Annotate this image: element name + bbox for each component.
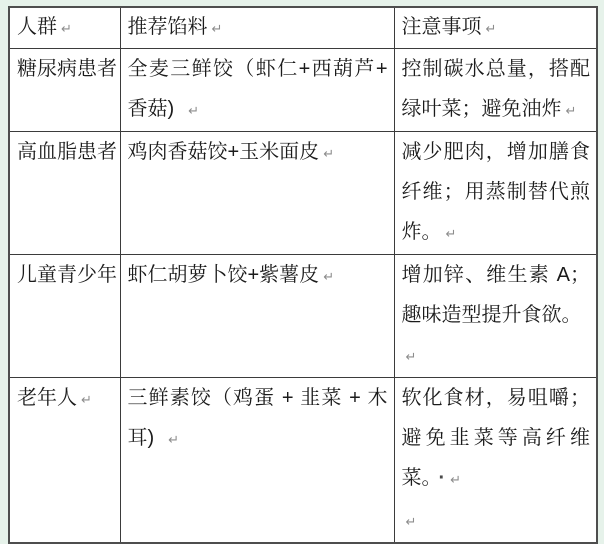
notes-text-line: 软化食材，易咀嚼； [401, 387, 590, 409]
header-filling-label: 推荐馅料 [127, 16, 208, 38]
filling-text-line: 三鲜素饺（鸡蛋 + 韭菜 + 木 [127, 387, 388, 409]
paragraph-mark-icon: ↵ [61, 21, 72, 36]
paragraph-mark-icon: ↵ [565, 103, 577, 118]
paragraph [402, 132, 591, 254]
cell-r4-notes[interactable] [394, 378, 597, 544]
paragraph [402, 378, 591, 500]
notes-text-line: 纤维；用蒸制替代煎 [401, 181, 590, 203]
notes-text-line: 减少肥肉，增加膳食 [401, 141, 590, 163]
group-text: 高血脂患者 [17, 141, 117, 163]
paragraph-mark-icon: ↵ [405, 349, 417, 364]
paragraph-mark-icon: ↵ [323, 146, 335, 161]
paragraph-mark-icon: ↵ [81, 392, 92, 407]
header-cell-group[interactable] [9, 7, 120, 49]
paragraph-mark-icon: ↵ [168, 432, 180, 447]
paragraph-mark-icon: ↵ [485, 21, 497, 36]
header-group-label: 人群 [17, 16, 57, 38]
paragraph [402, 255, 591, 377]
empty-paragraph [402, 500, 591, 542]
dumpling-recommendation-table [8, 6, 598, 544]
header-notes-label: 注意事项 [401, 16, 482, 38]
notes-text-line: 菜。 [401, 467, 432, 489]
cell-r1-filling[interactable] [120, 49, 394, 132]
notes-text-line: 增加锌、维生素 A； [401, 264, 590, 286]
cell-r3-notes[interactable] [394, 255, 597, 378]
filling-text-line: 虾仁胡萝卜饺+紫薯皮 [127, 264, 320, 286]
paragraph-mark-icon: ↵ [188, 103, 200, 118]
cell-r4-filling[interactable] [120, 378, 394, 544]
paragraph-mark-icon: ↵ [323, 269, 335, 284]
paragraph [17, 49, 117, 91]
paragraph-mark-icon: ↵ [445, 226, 457, 241]
cell-r2-notes[interactable] [394, 132, 597, 255]
notes-text-line: 绿叶菜；避免油炸 [401, 98, 562, 120]
filling-text-line: 香菇) [127, 98, 175, 120]
table-row [9, 255, 597, 378]
cell-r1-group[interactable] [9, 49, 120, 132]
group-text: 糖尿病患者 [17, 58, 117, 80]
cell-r3-filling[interactable] [120, 255, 394, 378]
paragraph-mark-icon: ↵ [405, 514, 417, 529]
notes-text-line: 炸。 [401, 221, 442, 243]
paragraph [128, 378, 388, 460]
paragraph-mark-icon: ↵ [450, 472, 462, 487]
space-dot-mark: · [438, 467, 446, 489]
paragraph [17, 132, 117, 174]
filling-text-line: 鸡肉香菇饺+玉米面皮 [127, 141, 320, 163]
paragraph [128, 132, 388, 174]
paragraph [17, 378, 114, 420]
group-text: 儿童青少年 [17, 264, 117, 286]
notes-text-line: 避免韭菜等高纤维 [401, 427, 590, 449]
table-row [9, 49, 597, 132]
group-text: 老年人 [17, 387, 77, 409]
table-header-row [9, 7, 597, 49]
header-cell-notes[interactable] [394, 7, 597, 49]
paragraph [17, 255, 117, 297]
notes-text-line: 趣味造型提升食欲。 [401, 304, 582, 326]
cell-r2-filling[interactable] [120, 132, 394, 255]
header-cell-filling[interactable] [120, 7, 394, 49]
paragraph [128, 255, 388, 297]
filling-text-line: 全麦三鲜饺（虾仁+西葫芦+ [127, 58, 388, 80]
cell-r2-group[interactable] [9, 132, 120, 255]
table-row [9, 132, 597, 255]
table-row [9, 378, 597, 544]
filling-text-line: 耳) [127, 427, 155, 449]
cell-r1-notes[interactable] [394, 49, 597, 132]
cell-r3-group[interactable] [9, 255, 120, 378]
paragraph [402, 49, 591, 131]
paragraph-mark-icon: ↵ [211, 21, 223, 36]
cell-r4-group[interactable] [9, 378, 120, 544]
notes-text-line: 控制碳水总量，搭配 [401, 58, 590, 80]
paragraph [128, 49, 388, 131]
